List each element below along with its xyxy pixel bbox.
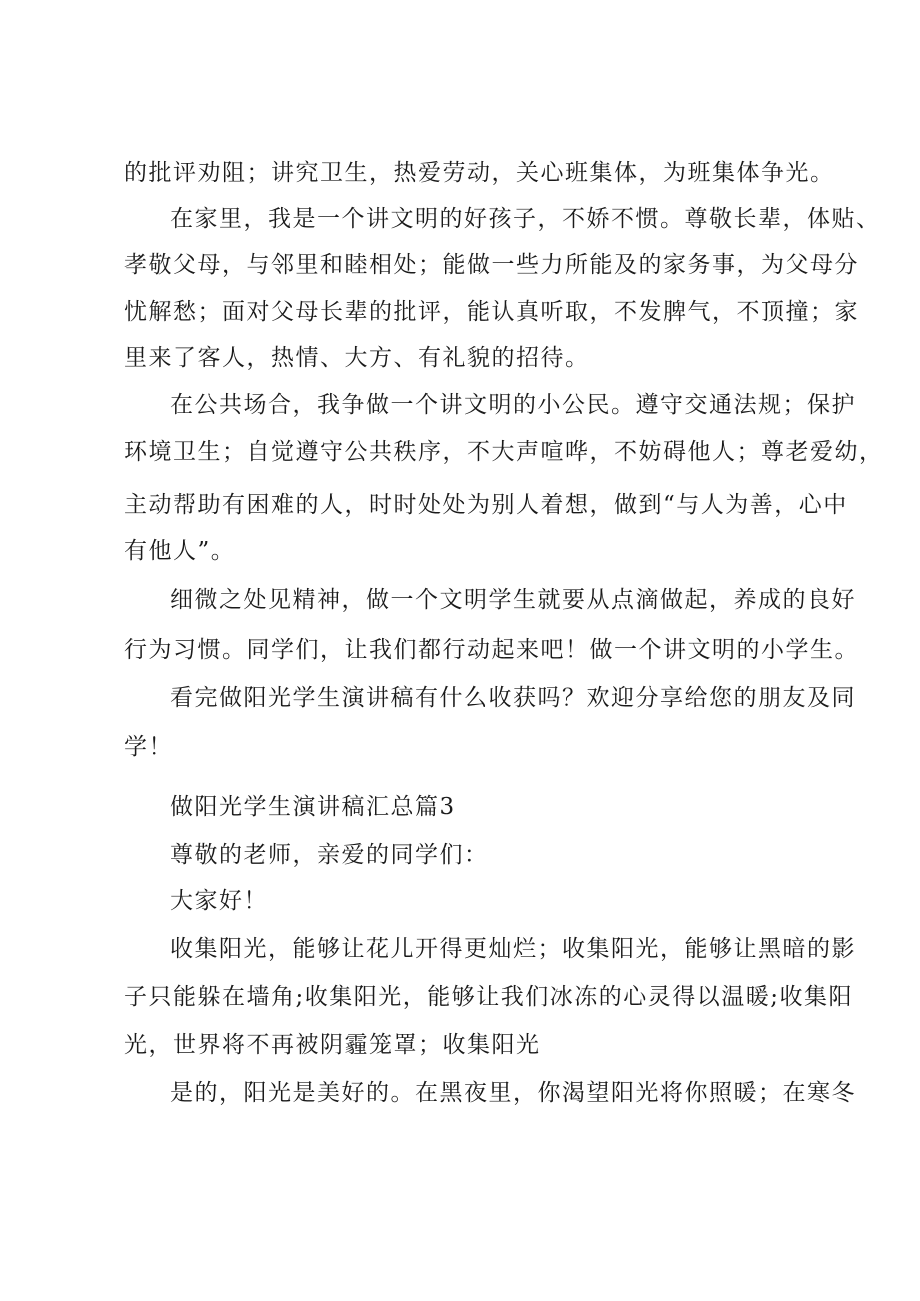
- text-line: 行为习惯。同学们，让我们都行动起来吧！做一个讲文明的小学生。: [124, 637, 859, 663]
- text-line: 学！: [124, 734, 173, 760]
- paragraph-start: 看完做阳光学生演讲稿有什么收获吗？欢迎分享给您的朋友及同: [170, 685, 856, 711]
- paragraph-start: 是的，阳光是美好的。在黑夜里，你渴望阳光将你照暖；在寒冬: [170, 1080, 856, 1106]
- text-line: 有他人”。: [124, 538, 236, 564]
- text-line: 光，世界将不再被阴霾笼罩；收集阳光: [124, 1032, 541, 1058]
- section-heading: 做阳光学生演讲稿汇总篇3: [170, 794, 456, 820]
- text-line: 孝敬父母，与邻里和睦相处；能做一些力所能及的家务事，为父母分: [124, 252, 859, 278]
- text-line: 里来了客人，热情、大方、有礼貌的招待。: [124, 345, 590, 371]
- paragraph-start: 在公共场合，我争做一个讲文明的小公民。遵守交通法规；保护: [170, 392, 856, 418]
- salutation: 尊敬的老师，亲爱的同学们：: [170, 842, 489, 868]
- paragraph-start: 在家里，我是一个讲文明的好孩子，不娇不惯。尊敬长辈，体贴、: [170, 206, 881, 232]
- text-line: 环境卫生；自觉遵守公共秩序，不大声喧哗，不妨碍他人；尊老爱幼，: [124, 439, 884, 465]
- text-line: 子只能躲在墙角;收集阳光，能够让我们冰冻的心灵得以温暖;收集阳: [124, 984, 853, 1010]
- text-line: 的批评劝阻；讲究卫生，热爱劳动，关心班集体，为班集体争光。: [124, 160, 835, 186]
- paragraph-start: 细微之处见精神，做一个文明学生就要从点滴做起，养成的良好: [170, 587, 856, 613]
- text-line: 主动帮助有困难的人，时时处处为别人着想，做到“与人为善，心中: [124, 492, 848, 518]
- text-line: 忧解愁；面对父母长辈的批评，能认真听取，不发脾气，不顶撞；家: [124, 299, 859, 325]
- greeting: 大家好！: [170, 888, 268, 914]
- paragraph-start: 收集阳光，能够让花儿开得更灿烂；收集阳光，能够让黑暗的影: [170, 936, 856, 962]
